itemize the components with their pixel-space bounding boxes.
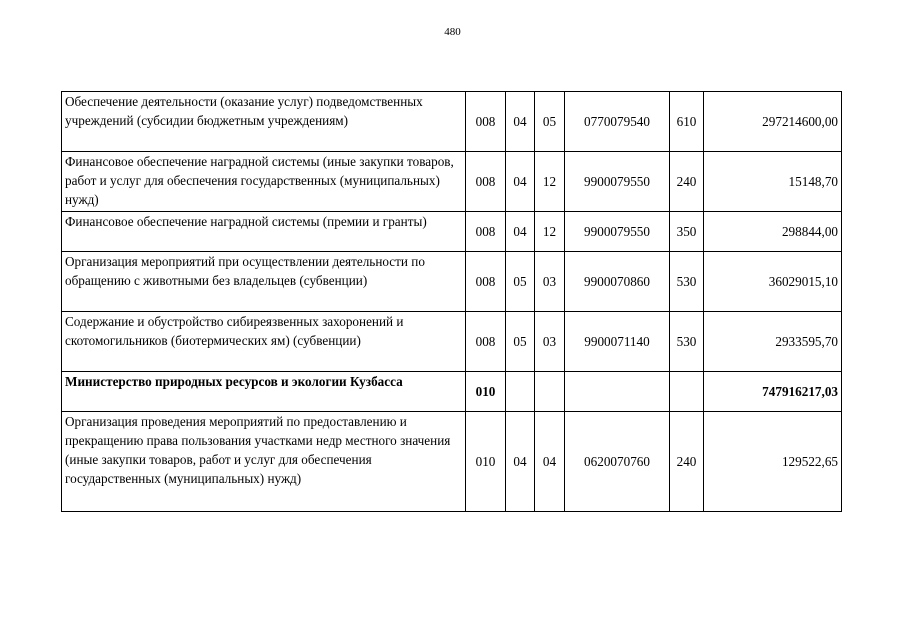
row-target-article: 9900079550: [565, 212, 670, 252]
budget-table: [61, 91, 842, 512]
row-org-code: 008: [466, 92, 506, 152]
row-amount: 2933595,70: [704, 312, 842, 372]
table-row: [62, 152, 842, 212]
row-name: Обеспечение деятельности (оказание услуг) подведомственных учреждений (субсидии бюджетным учреждениям): [62, 92, 466, 152]
row-subsection: 12: [535, 212, 565, 252]
row-expense-type: 530: [670, 312, 704, 372]
table-row: [62, 412, 842, 512]
row-subsection: 03: [535, 312, 565, 372]
row-subsection: 05: [535, 92, 565, 152]
row-section: 04: [506, 212, 535, 252]
row-target-article: 0620070760: [565, 412, 670, 512]
row-target-article: [565, 372, 670, 412]
row-expense-type: 530: [670, 252, 704, 312]
row-org-code: 008: [466, 212, 506, 252]
row-name: Содержание и обустройство сибиреязвенных захоронений и скотомогильников (биотермических ям) (субвенции): [62, 312, 466, 372]
row-org-code: 010: [466, 372, 506, 412]
row-name: Министерство природных ресурсов и экологии Кузбасса: [62, 372, 466, 412]
row-name: Организация мероприятий при осуществлении деятельности по обращению с животными без владельцев (субвенции): [62, 252, 466, 312]
row-subsection: [535, 372, 565, 412]
row-section: [506, 372, 535, 412]
table-row: [62, 252, 842, 312]
row-subsection: 04: [535, 412, 565, 512]
row-name: Финансовое обеспечение наградной системы (иные закупки товаров, работ и услуг для обеспечения государственных (муниципальных) нужд): [62, 152, 466, 212]
row-org-code: 008: [466, 252, 506, 312]
row-amount: 129522,65: [704, 412, 842, 512]
row-amount: 747916217,03: [704, 372, 842, 412]
row-section: 05: [506, 252, 535, 312]
row-org-code: 008: [466, 152, 506, 212]
row-expense-type: 240: [670, 152, 704, 212]
table-row: [62, 312, 842, 372]
row-amount: 298844,00: [704, 212, 842, 252]
row-amount: 36029015,10: [704, 252, 842, 312]
row-section: 04: [506, 412, 535, 512]
row-amount: 15148,70: [704, 152, 842, 212]
row-target-article: 0770079540: [565, 92, 670, 152]
table-row: [62, 372, 842, 412]
row-name: Организация проведения мероприятий по предоставлению и прекращению права пользования участками недр местного значения (иные закупки товаров, работ и услуг для обеспечения государственных (муниципальных) нужд): [62, 412, 466, 512]
row-subsection: 12: [535, 152, 565, 212]
row-section: 04: [506, 92, 535, 152]
row-expense-type: [670, 372, 704, 412]
row-org-code: 010: [466, 412, 506, 512]
table-row: [62, 212, 842, 252]
row-target-article: 9900079550: [565, 152, 670, 212]
row-target-article: 9900071140: [565, 312, 670, 372]
row-section: 05: [506, 312, 535, 372]
page-number: 480: [444, 26, 461, 38]
row-expense-type: 610: [670, 92, 704, 152]
row-amount: 297214600,00: [704, 92, 842, 152]
row-name: Финансовое обеспечение наградной системы (премии и гранты): [62, 212, 466, 252]
table-row: [62, 92, 842, 152]
row-org-code: 008: [466, 312, 506, 372]
row-target-article: 9900070860: [565, 252, 670, 312]
row-section: 04: [506, 152, 535, 212]
row-expense-type: 240: [670, 412, 704, 512]
row-subsection: 03: [535, 252, 565, 312]
row-expense-type: 350: [670, 212, 704, 252]
